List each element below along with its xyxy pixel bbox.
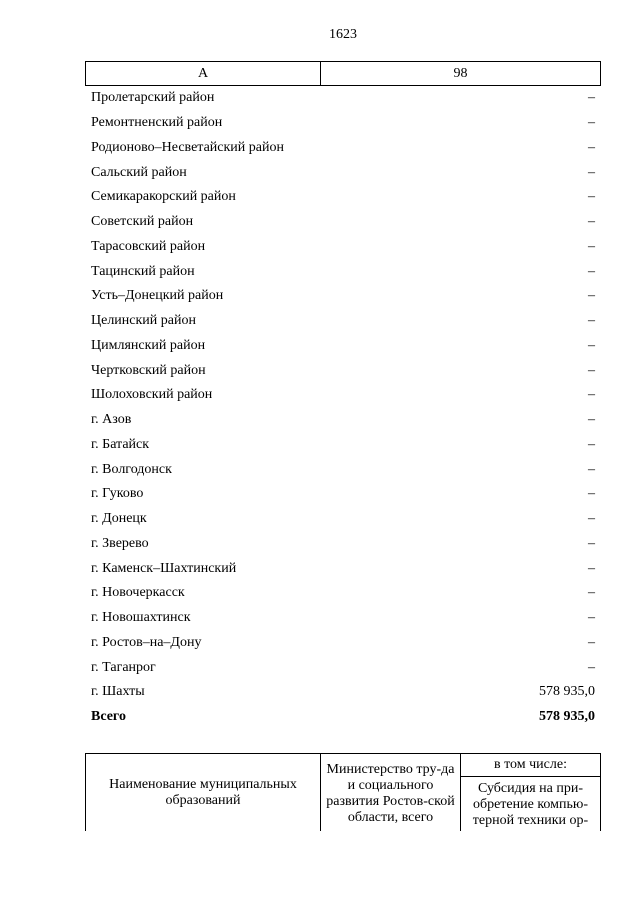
row-value: –: [588, 461, 595, 477]
column-header-98: 98: [321, 62, 601, 86]
row-name: Родионово–Несветайский район: [91, 139, 284, 155]
table-row: [85, 507, 600, 532]
row-name: г. Гуково: [91, 486, 144, 502]
row-value: –: [588, 362, 595, 378]
row-value: –: [588, 511, 595, 527]
municipal-name-header: Наименование муниципальных образований: [86, 754, 321, 832]
row-name: Тарасовский район: [91, 238, 206, 254]
row-value: –: [588, 436, 595, 452]
row-name: г. Каменск–Шахтинский: [91, 560, 237, 576]
table-row: [85, 655, 600, 680]
table-row: [85, 532, 600, 557]
row-name: Ремонтненский район: [91, 115, 223, 131]
row-name: Шолоховский район: [91, 387, 213, 403]
total-row: [85, 705, 600, 730]
row-value: –: [588, 412, 595, 428]
row-value: –: [588, 659, 595, 675]
row-name: г. Новошахтинск: [91, 610, 191, 626]
row-name: г. Таганрог: [91, 659, 156, 675]
ministry-total-header: Министерство тру-да и социального развития Ростов-ской области, всего: [321, 754, 461, 832]
row-value: –: [588, 610, 595, 626]
row-value: –: [588, 634, 595, 650]
row-value: –: [588, 486, 595, 502]
row-name: Усть–Донецкий район: [91, 288, 224, 304]
row-value: –: [588, 313, 595, 329]
data-rows: [85, 86, 600, 730]
table-row: [85, 556, 600, 581]
table-row: [85, 631, 600, 656]
row-value: –: [588, 263, 595, 279]
table-row: [85, 86, 600, 111]
row-name: г. Азов: [91, 412, 132, 428]
row-value: –: [588, 189, 595, 205]
subsidy-header: Субсидия на при-обретение компью-терной техники ор-: [461, 777, 601, 832]
next-table-header: [85, 753, 601, 831]
row-value: –: [588, 139, 595, 155]
table-row: [85, 680, 600, 705]
row-name: г. Шахты: [91, 684, 145, 700]
row-name: Пролетарский район: [91, 90, 215, 106]
column-header-table: [85, 61, 601, 86]
table-row: [85, 408, 600, 433]
row-value: –: [588, 288, 595, 304]
row-name: г. Ростов–на–Дону: [91, 634, 202, 650]
row-name: г. Донецк: [91, 511, 147, 527]
table-row: [85, 136, 600, 161]
table-row: [85, 160, 600, 185]
row-value: –: [588, 238, 595, 254]
total-label: Всего: [91, 709, 126, 725]
table-row: [85, 581, 600, 606]
row-value: 578 935,0: [539, 684, 595, 700]
row-value: –: [588, 337, 595, 353]
row-name: Цимлянский район: [91, 337, 206, 353]
table-row: [85, 334, 600, 359]
row-value: –: [588, 115, 595, 131]
table-row: [85, 309, 600, 334]
including-header: в том числе:: [461, 754, 601, 777]
table-row: [85, 606, 600, 631]
table-row: [85, 235, 600, 260]
row-name: г. Волгодонск: [91, 461, 172, 477]
row-name: Тацинский район: [91, 263, 195, 279]
row-value: –: [588, 535, 595, 551]
table-row: [85, 358, 600, 383]
row-value: –: [588, 560, 595, 576]
row-name: Семикаракорский район: [91, 189, 236, 205]
row-value: –: [588, 585, 595, 601]
row-name: Советский район: [91, 214, 194, 230]
row-name: г. Батайск: [91, 436, 150, 452]
row-value: –: [588, 164, 595, 180]
row-name: г. Зверево: [91, 535, 149, 551]
table-row: [85, 383, 600, 408]
table-row: [85, 185, 600, 210]
row-name: Сальский район: [91, 164, 187, 180]
table-row: [85, 210, 600, 235]
table-row: [85, 433, 600, 458]
row-value: –: [588, 387, 595, 403]
table-row: [85, 111, 600, 136]
table-row: [85, 457, 600, 482]
table-row: [85, 482, 600, 507]
column-header-a: А: [86, 62, 321, 86]
row-name: Чертковский район: [91, 362, 206, 378]
table-row: [85, 284, 600, 309]
row-value: –: [588, 90, 595, 106]
row-name: Целинский район: [91, 313, 196, 329]
row-value: –: [588, 214, 595, 230]
row-name: г. Новочеркасск: [91, 585, 185, 601]
total-value: 578 935,0: [539, 709, 595, 725]
page-number: 1623: [329, 27, 357, 42]
table-row: [85, 259, 600, 284]
